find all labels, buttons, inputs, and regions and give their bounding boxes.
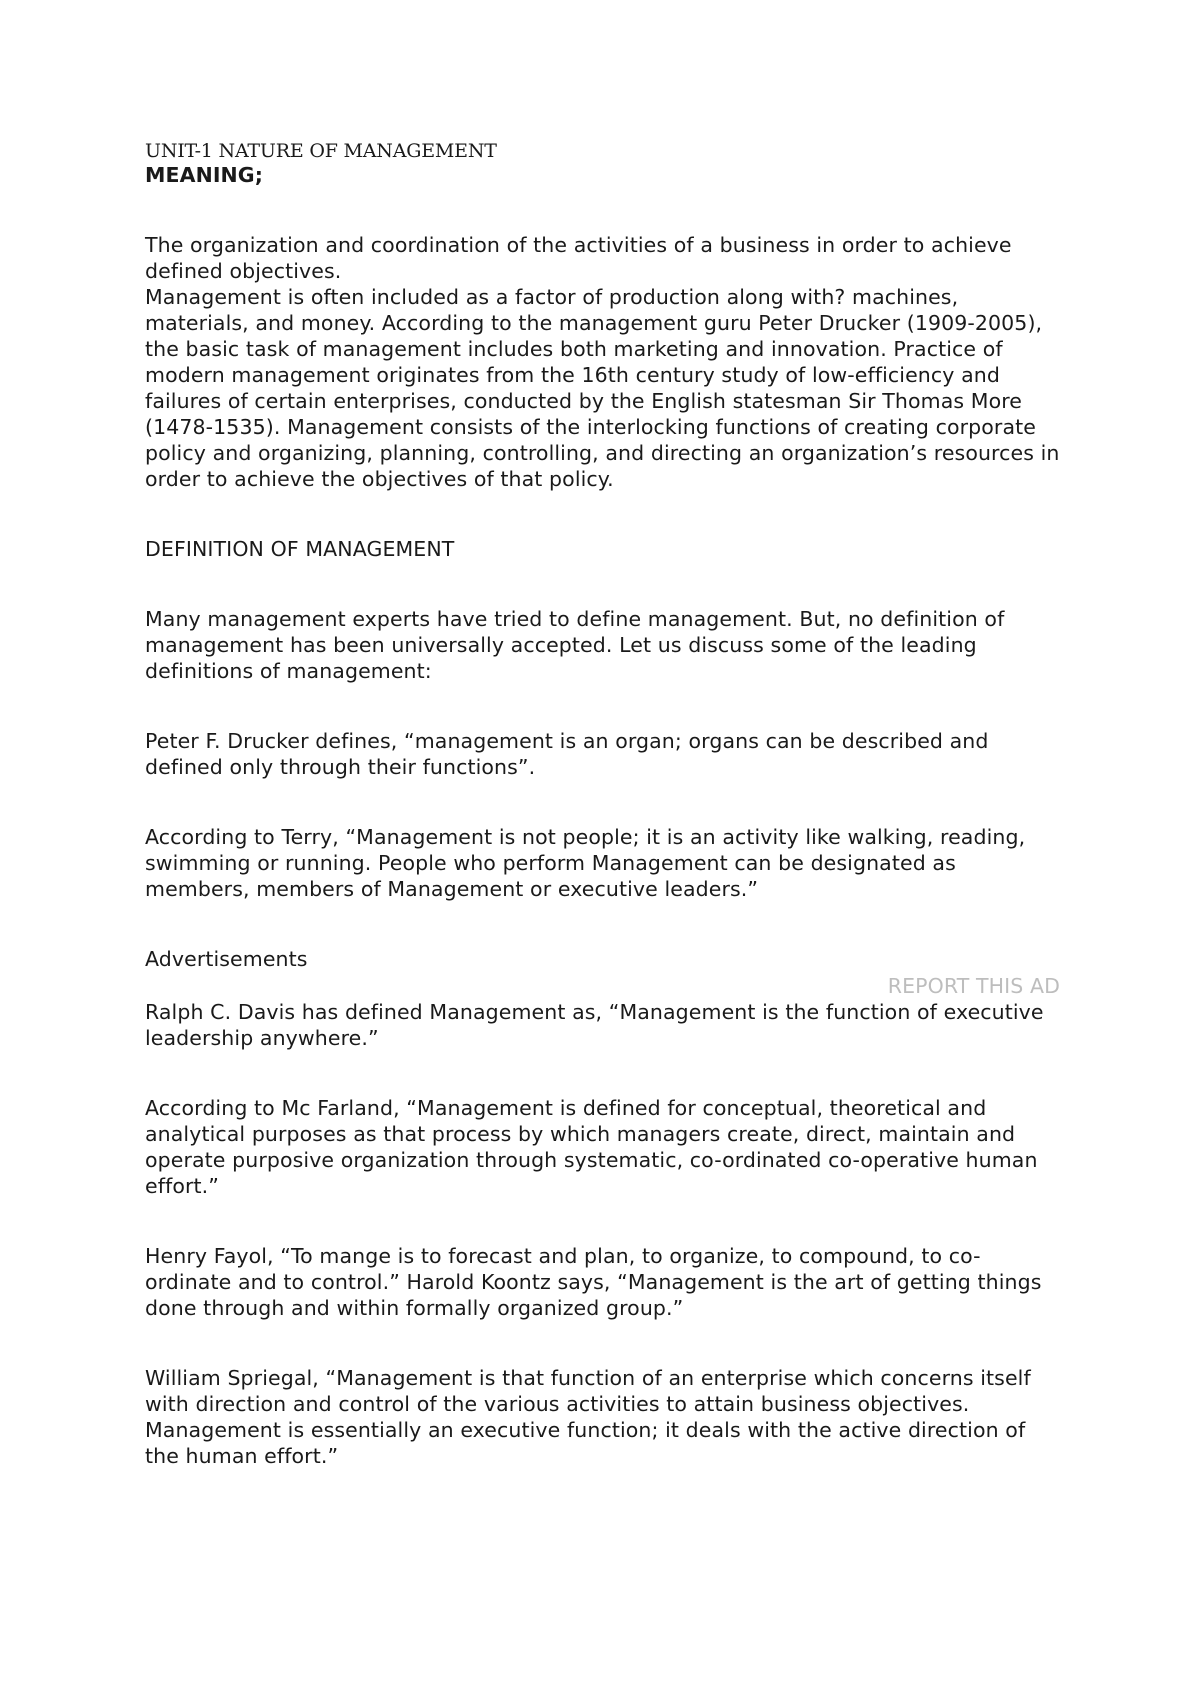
report-ad-link[interactable]: REPORT THIS AD	[887, 974, 1060, 998]
terry-definition: According to Terry, “Management is not people; it is an activity like walking, reading, swimming or running. People who perform Management can be designated as members, members of Management or executive leaders.”	[145, 825, 1026, 901]
definition-intro: Many management experts have tried to define management. But, no definition of management has been universally accepted. Let us discuss some of the leading definitions of management:	[145, 607, 1005, 683]
document-page	[145, 140, 1065, 1469]
meaning-paragraph-2: Management is often included as a factor of production along with? machines, materials, and money. According to the management guru Peter Drucker (1909-2005), the basic task of management includes both marketing and innovation. Practice of modern management originates from the 16th century study of low-efficiency and failures of certain enterprises, conducted by the English statesman Sir Thomas More (1478-1535). Management consists of the interlocking functions of creating corporate policy and organizing, planning, controlling, and directing an organization’s resources in order to achieve the objectives of that policy.	[145, 285, 1060, 491]
unit-title: UNIT-1 NATURE OF MANAGEMENT	[145, 140, 497, 162]
fayol-koontz-definition: Henry Fayol, “To mange is to forecast and plan, to organize, to compound, to co-ordinate and to control.” Harold Koontz says, “Management is the art of getting things done through and within formally organized group.”	[145, 1244, 1042, 1320]
meaning-heading: MEANING;	[145, 163, 264, 187]
mcfarland-definition: According to Mc Farland, “Management is defined for conceptual, theoretical and analytical purposes as that process by which managers create, direct, maintain and operate purposive organization through systematic, co-ordinated co-operative human effort.”	[145, 1096, 1038, 1198]
advertisements-label: Advertisements	[145, 947, 308, 971]
davis-definition: Ralph C. Davis has defined Management as, “Management is the function of executive leadership anywhere.”	[145, 1000, 1044, 1050]
spriegal-definition: William Spriegal, “Management is that function of an enterprise which concerns itself with direction and control of the various activities to attain business objectives. Management is essentially an executive function; it deals with the active direction of the human effort.”	[145, 1366, 1031, 1468]
definition-heading: DEFINITION OF MANAGEMENT	[145, 537, 455, 561]
meaning-paragraph-1: The organization and coordination of the activities of a business in order to achieve defined objectives.	[145, 233, 1012, 283]
drucker-definition: Peter F. Drucker defines, “management is an organ; organs can be described and defined only through their functions”.	[145, 729, 989, 779]
